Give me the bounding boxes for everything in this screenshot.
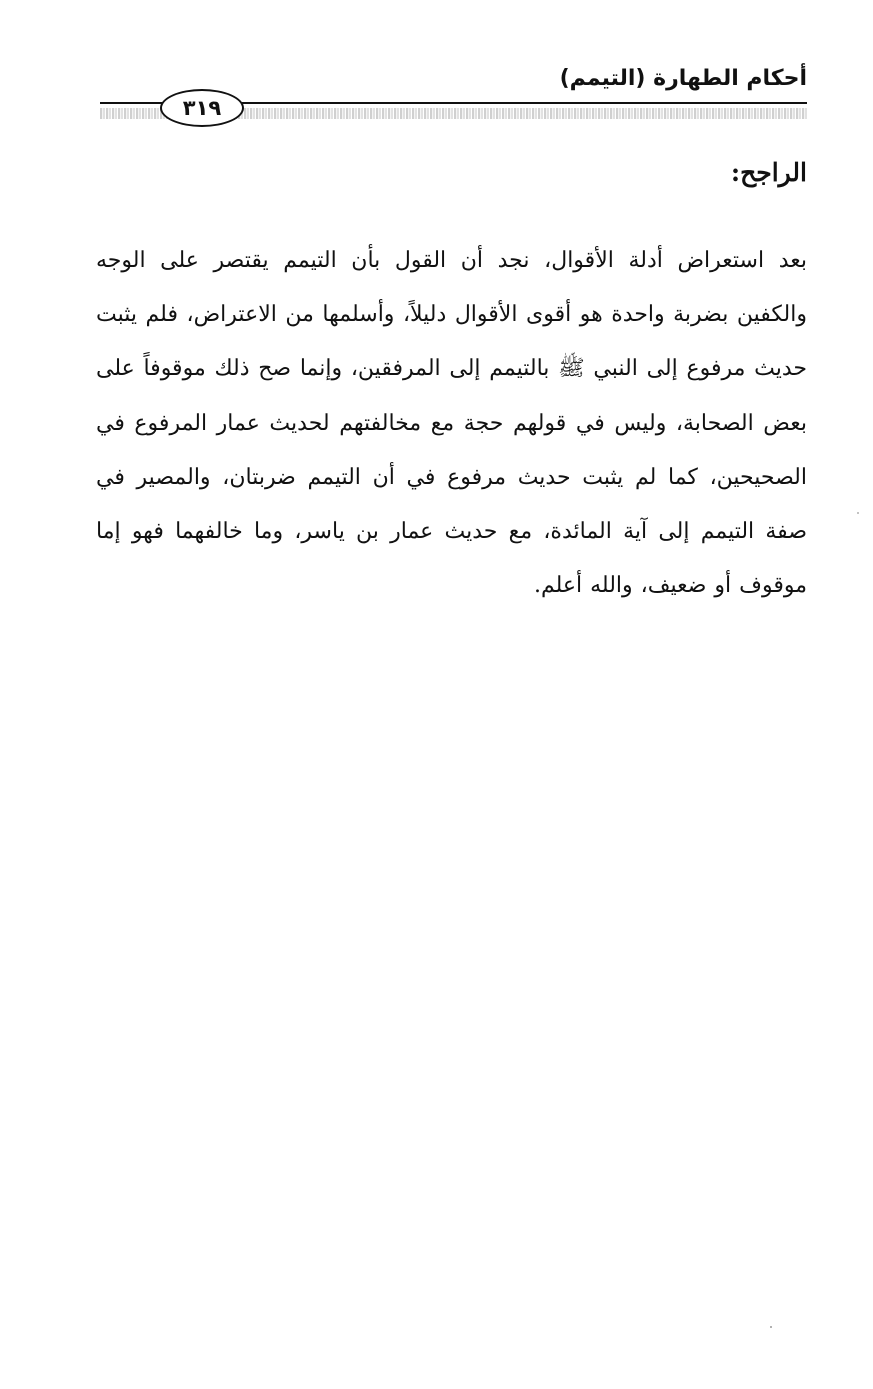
scan-speck [770,1326,772,1328]
page-number-label: ٣١٩ [182,96,222,120]
section-heading: الراجح: [730,158,807,187]
body-paragraph: بعد استعراض أدلة الأقوال، نجد أن القول بأن التيمم يقتصر على الوجه والكفين بضربة واحدة هو أقوى الأقوال دليلاً، وأسلمها من الاعتراض، فلم يثبت حديث مرفوع إلى النبي ﷺ بالتيمم إلى المرفقين، وإنما صح ذلك موقوفاً على بعض الصحابة، وليس في قولهم حجة مع مخالفتهم لحديث عمار المرفوع في الصحيحين، كما لم يثبت حديث مرفوع في أن التيمم ضربتان، والمصير في صفة التيمم إلى آية المائدة، مع حديث عمار بن ياسر، وما خالفهما فهو إما موقوف أو ضعيف، والله أعلم. [96,248,807,599]
running-header-title: أحكام الطهارة (التيمم) [559,66,807,91]
page-number [160,89,244,127]
scan-speck [857,512,859,514]
